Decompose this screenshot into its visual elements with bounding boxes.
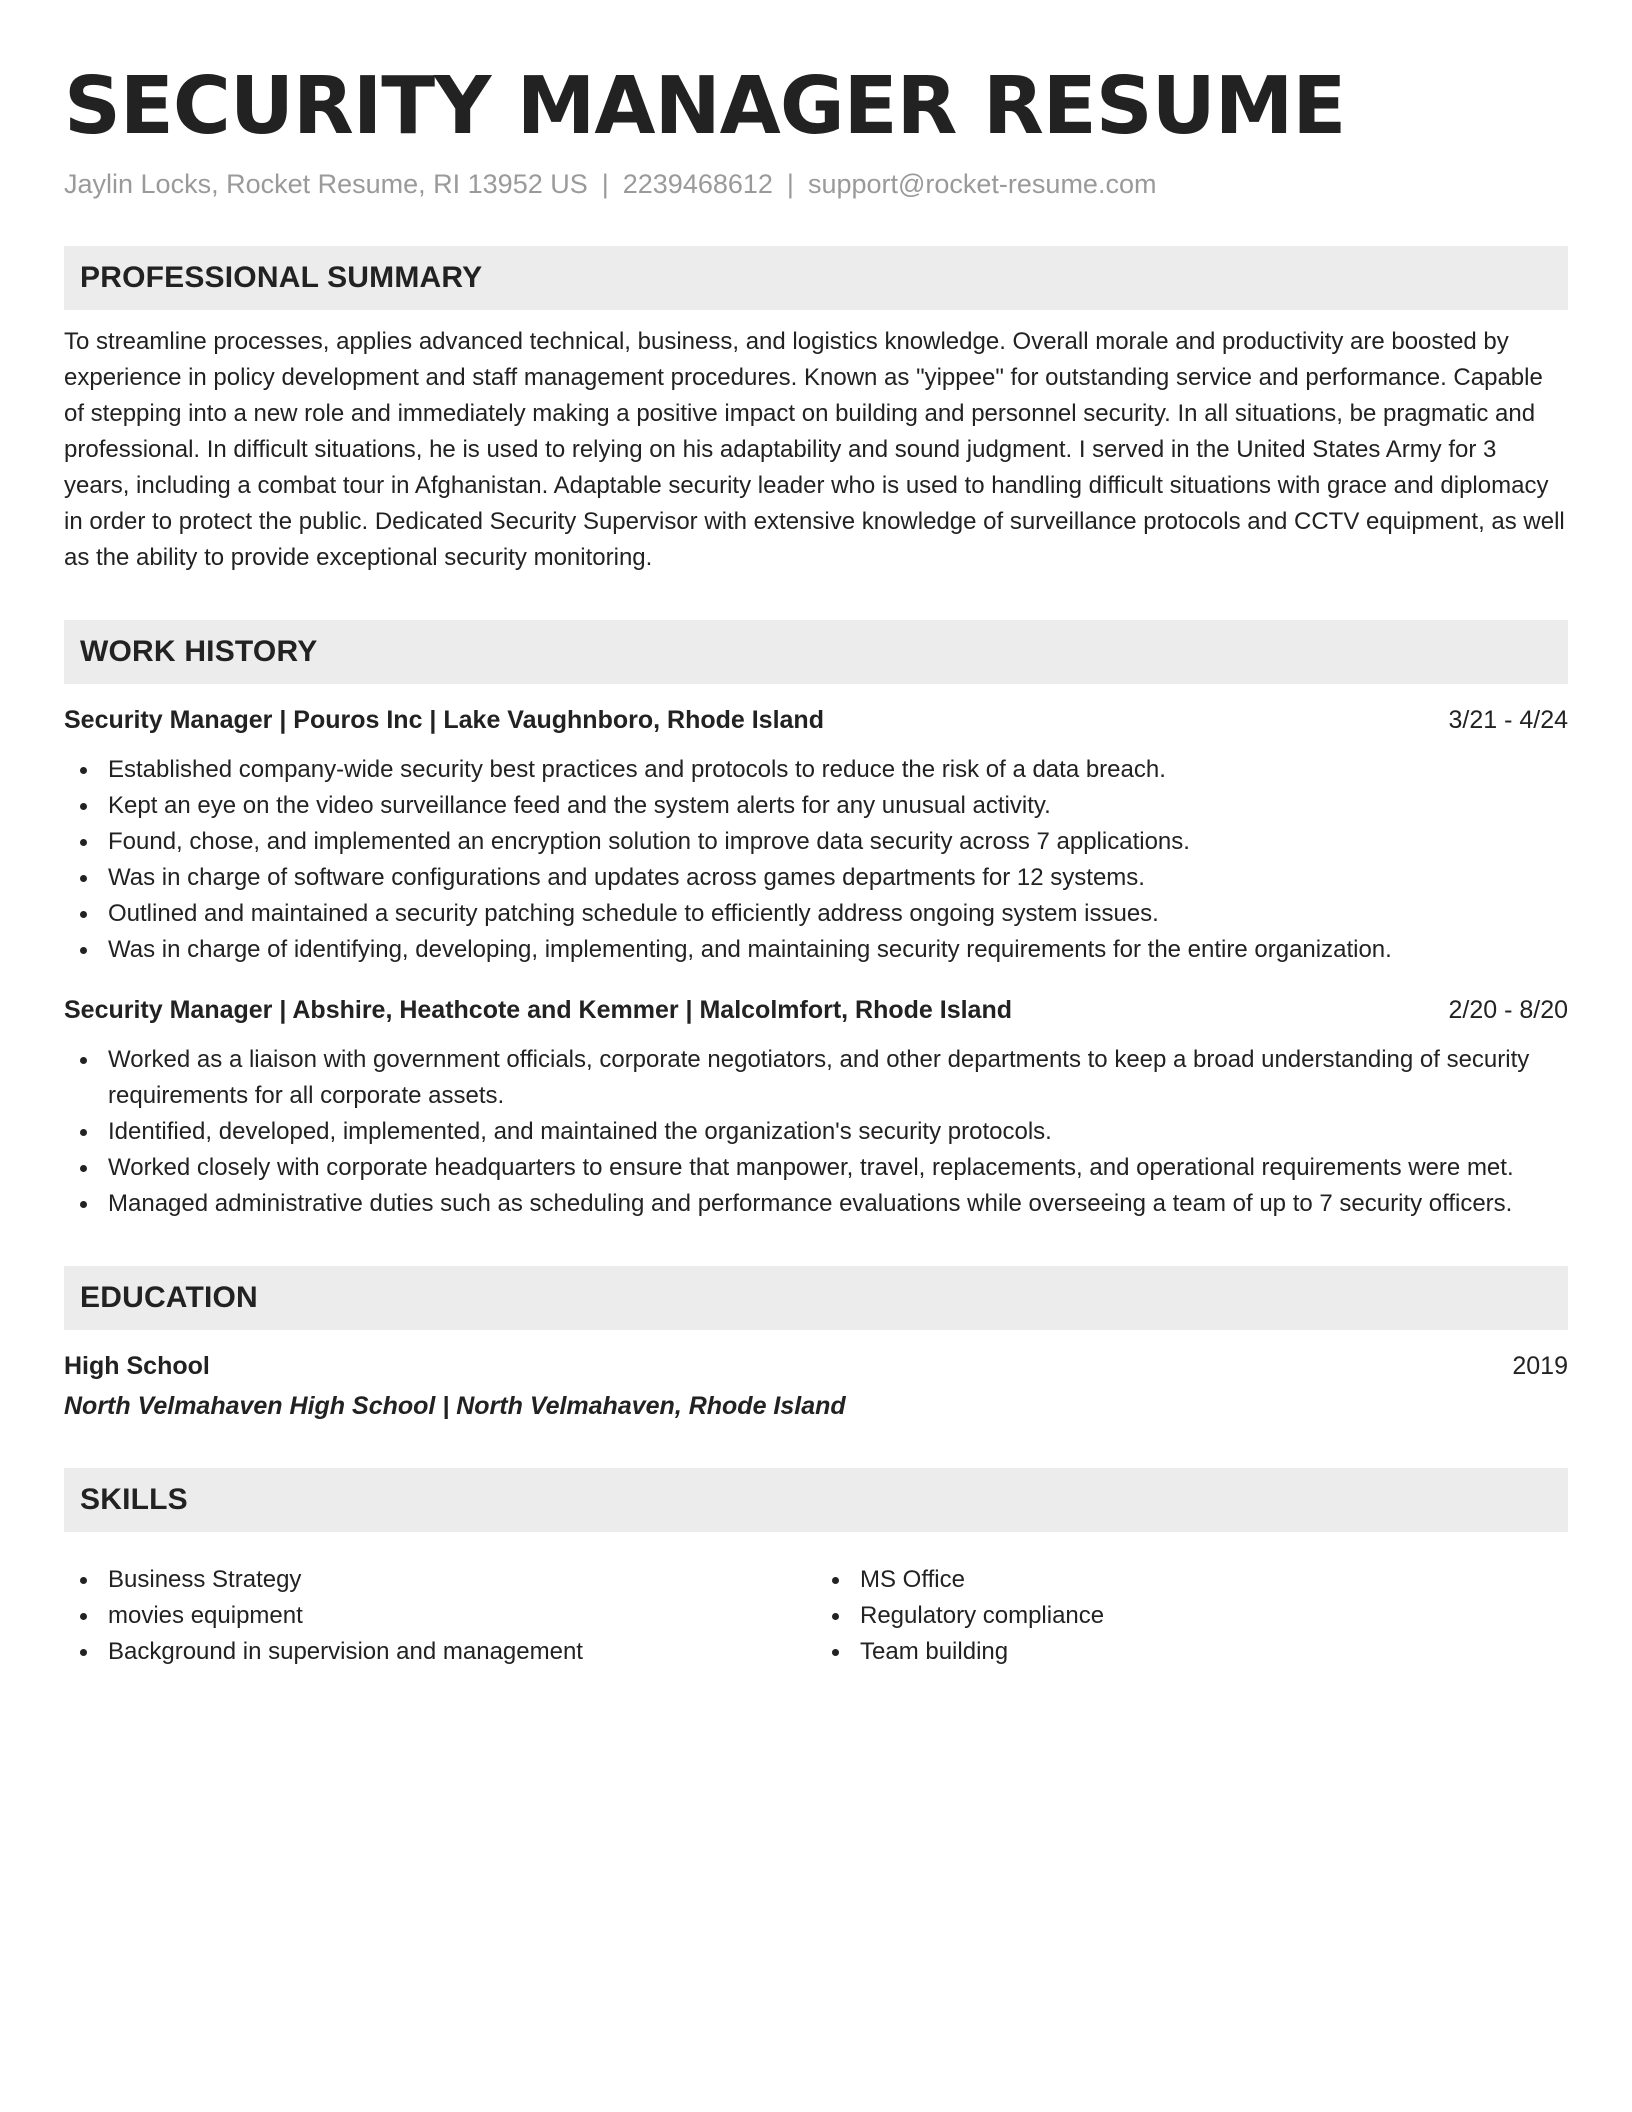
job-bullet: Managed administrative duties such as scheduling and performance evaluations while overseeing a team of up to 7 security officers. [64, 1186, 1568, 1222]
skills-heading: SKILLS [80, 1483, 188, 1516]
contact-email: support@rocket-resume.com [807, 169, 1157, 199]
skill-item: MS Office [816, 1562, 1568, 1598]
job-bullet: Established company-wide security best practices and protocols to reduce the risk of a data breach. [64, 752, 1568, 788]
job-entry [64, 992, 1568, 1222]
job-bullets [64, 752, 1568, 968]
skill-item: Business Strategy [64, 1562, 816, 1598]
contact-separator: | [601, 169, 609, 199]
job-bullet: Identified, developed, implemented, and maintained the organization's security protocols. [64, 1114, 1568, 1150]
skills-list [64, 1548, 1568, 1670]
skill-item: Background in supervision and management [64, 1634, 816, 1670]
job-bullet: Found, chose, and implemented an encryption solution to improve data security across 7 applications. [64, 824, 1568, 860]
skill-item: Regulatory compliance [816, 1598, 1568, 1634]
job-title: Security Manager | Abshire, Heathcote and Kemmer | Malcolmfort, Rhode Island [64, 996, 1012, 1024]
skill-item: movies equipment [64, 1598, 816, 1634]
job-bullet: Was in charge of identifying, developing, implementing, and maintaining security requirements for the entire organization. [64, 932, 1568, 968]
contact-address: Jaylin Locks, Rocket Resume, RI 13952 US [64, 169, 588, 199]
job-dates: 3/21 - 4/24 [1448, 706, 1568, 734]
job-bullet: Was in charge of software configurations and updates across games departments for 12 systems. [64, 860, 1568, 896]
summary-text: To streamline processes, applies advanced technical, business, and logistics knowledge. Overall morale and productivity are boosted by experience in policy development and staff management procedures. Known as "yippee" for outstanding service and performance. Capable of stepping into a new role and immediately making a positive impact on building and personnel security. In all situations, be pragmatic and professional. In difficult situations, he is used to relying on his adaptability and sound judgment. I served in the United States Army for 3 years, including a combat tour in Afghanistan. Adaptable security leader who is used to handling difficult situations with grace and diplomacy in order to protect the public. Dedicated Security Supervisor with extensive knowledge of surveillance protocols and CCTV equipment, as well as the ability to provide exceptional security monitoring. [64, 328, 1565, 571]
contact-phone: 2239468612 [622, 169, 773, 199]
contact-line [64, 166, 1568, 202]
job-bullet: Kept an eye on the video surveillance feed and the system alerts for any unusual activity. [64, 788, 1568, 824]
job-title: Security Manager | Pouros Inc | Lake Vaughnboro, Rhode Island [64, 706, 824, 734]
contact-separator: | [786, 169, 794, 199]
job-dates: 2/20 - 8/20 [1448, 996, 1568, 1024]
summary-section-header [64, 246, 1568, 310]
job-bullet: Outlined and maintained a security patching schedule to efficiently address ongoing system issues. [64, 896, 1568, 932]
job-bullet: Worked as a liaison with government officials, corporate negotiators, and other departments to keep a broad understanding of security requirements for all corporate assets. [64, 1042, 1568, 1114]
skill-item: Team building [816, 1634, 1568, 1670]
education-header [64, 1348, 1568, 1384]
job-bullets [64, 1042, 1568, 1222]
work-heading: WORK HISTORY [80, 635, 318, 668]
education-section-header [64, 1266, 1568, 1330]
education-degree: High School [64, 1352, 210, 1380]
skills-section-header [64, 1468, 1568, 1532]
job-header [64, 702, 1568, 738]
education-heading: EDUCATION [80, 1281, 258, 1314]
summary-heading: PROFESSIONAL SUMMARY [80, 261, 483, 294]
skills-column-left [64, 1562, 816, 1670]
skills-column-right [816, 1562, 1568, 1670]
education-year: 2019 [1512, 1352, 1568, 1380]
education-school: North Velmahaven High School | North Velmahaven, Rhode Island [64, 1392, 846, 1420]
job-header [64, 992, 1568, 1028]
resume-title: SECURITY MANAGER RESUME [64, 60, 1346, 152]
work-section-header [64, 620, 1568, 684]
job-bullet: Worked closely with corporate headquarters to ensure that manpower, travel, replacements, and operational requirements were met. [64, 1150, 1568, 1186]
job-entry [64, 702, 1568, 968]
